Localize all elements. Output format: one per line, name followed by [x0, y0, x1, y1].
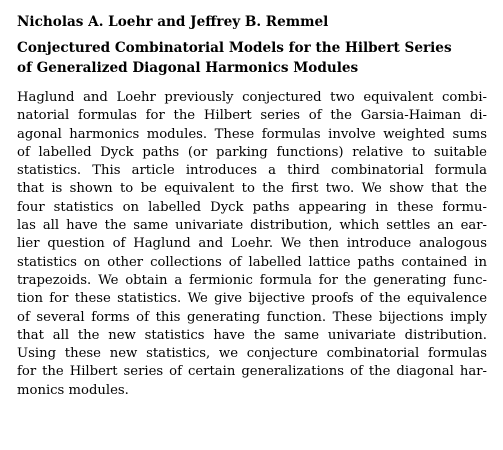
abstract-line: lier question of Haglund and Loehr. We then introduce analogous	[17, 236, 487, 252]
abstract-line: agonal harmonics modules. These formulas involve weighted sums	[17, 126, 487, 142]
abstract-line: of labelled Dyck paths (or parking functions) relative to suitable	[17, 144, 487, 160]
abstract-line: that all the new statistics have the same univariate distribution.	[17, 327, 487, 343]
abstract-line: for the Hilbert series of certain generalizations of the diagonal har-	[17, 364, 487, 380]
abstract-line: statistics on other collections of labelled lattice paths contained in	[17, 254, 487, 270]
abstract-line: four statistics on labelled Dyck paths appearing in these formu-	[17, 199, 487, 215]
abstract-line: Haglund and Loehr previously conjectured two equivalent combi-	[17, 90, 487, 105]
abstract-line: natorial formulas for the Hilbert series of the Garsia-Haiman di-	[17, 108, 487, 124]
abstract-line: trapezoids. We obtain a fermionic formula for the generating func-	[17, 272, 487, 288]
abstract-line: that is shown to be equivalent to the first two. We show that the	[17, 181, 487, 197]
title-line: of Generalized Diagonal Harmonics Modules	[17, 60, 359, 76]
paper-abstract	[17, 89, 487, 400]
paper-authors: Nicholas A. Loehr and Jeffrey B. Remmel	[17, 14, 329, 30]
abstract-line: statistics. This article introduces a third combinatorial formula	[17, 163, 487, 179]
abstract-line: tion for these statistics. We give bijective proofs of the equivalence	[17, 291, 487, 307]
paper-title	[17, 38, 487, 78]
title-line: Conjectured Combinatorial Models for the Hilbert Series	[17, 40, 452, 56]
abstract-line: of several forms of this generating function. These bijections imply	[17, 309, 487, 325]
abstract-line: monics modules.	[17, 382, 129, 398]
abstract-line: las all have the same univariate distribution, which settles an ear-	[17, 218, 487, 234]
abstract-line: Using these new statistics, we conjecture combinatorial formulas	[17, 346, 487, 362]
